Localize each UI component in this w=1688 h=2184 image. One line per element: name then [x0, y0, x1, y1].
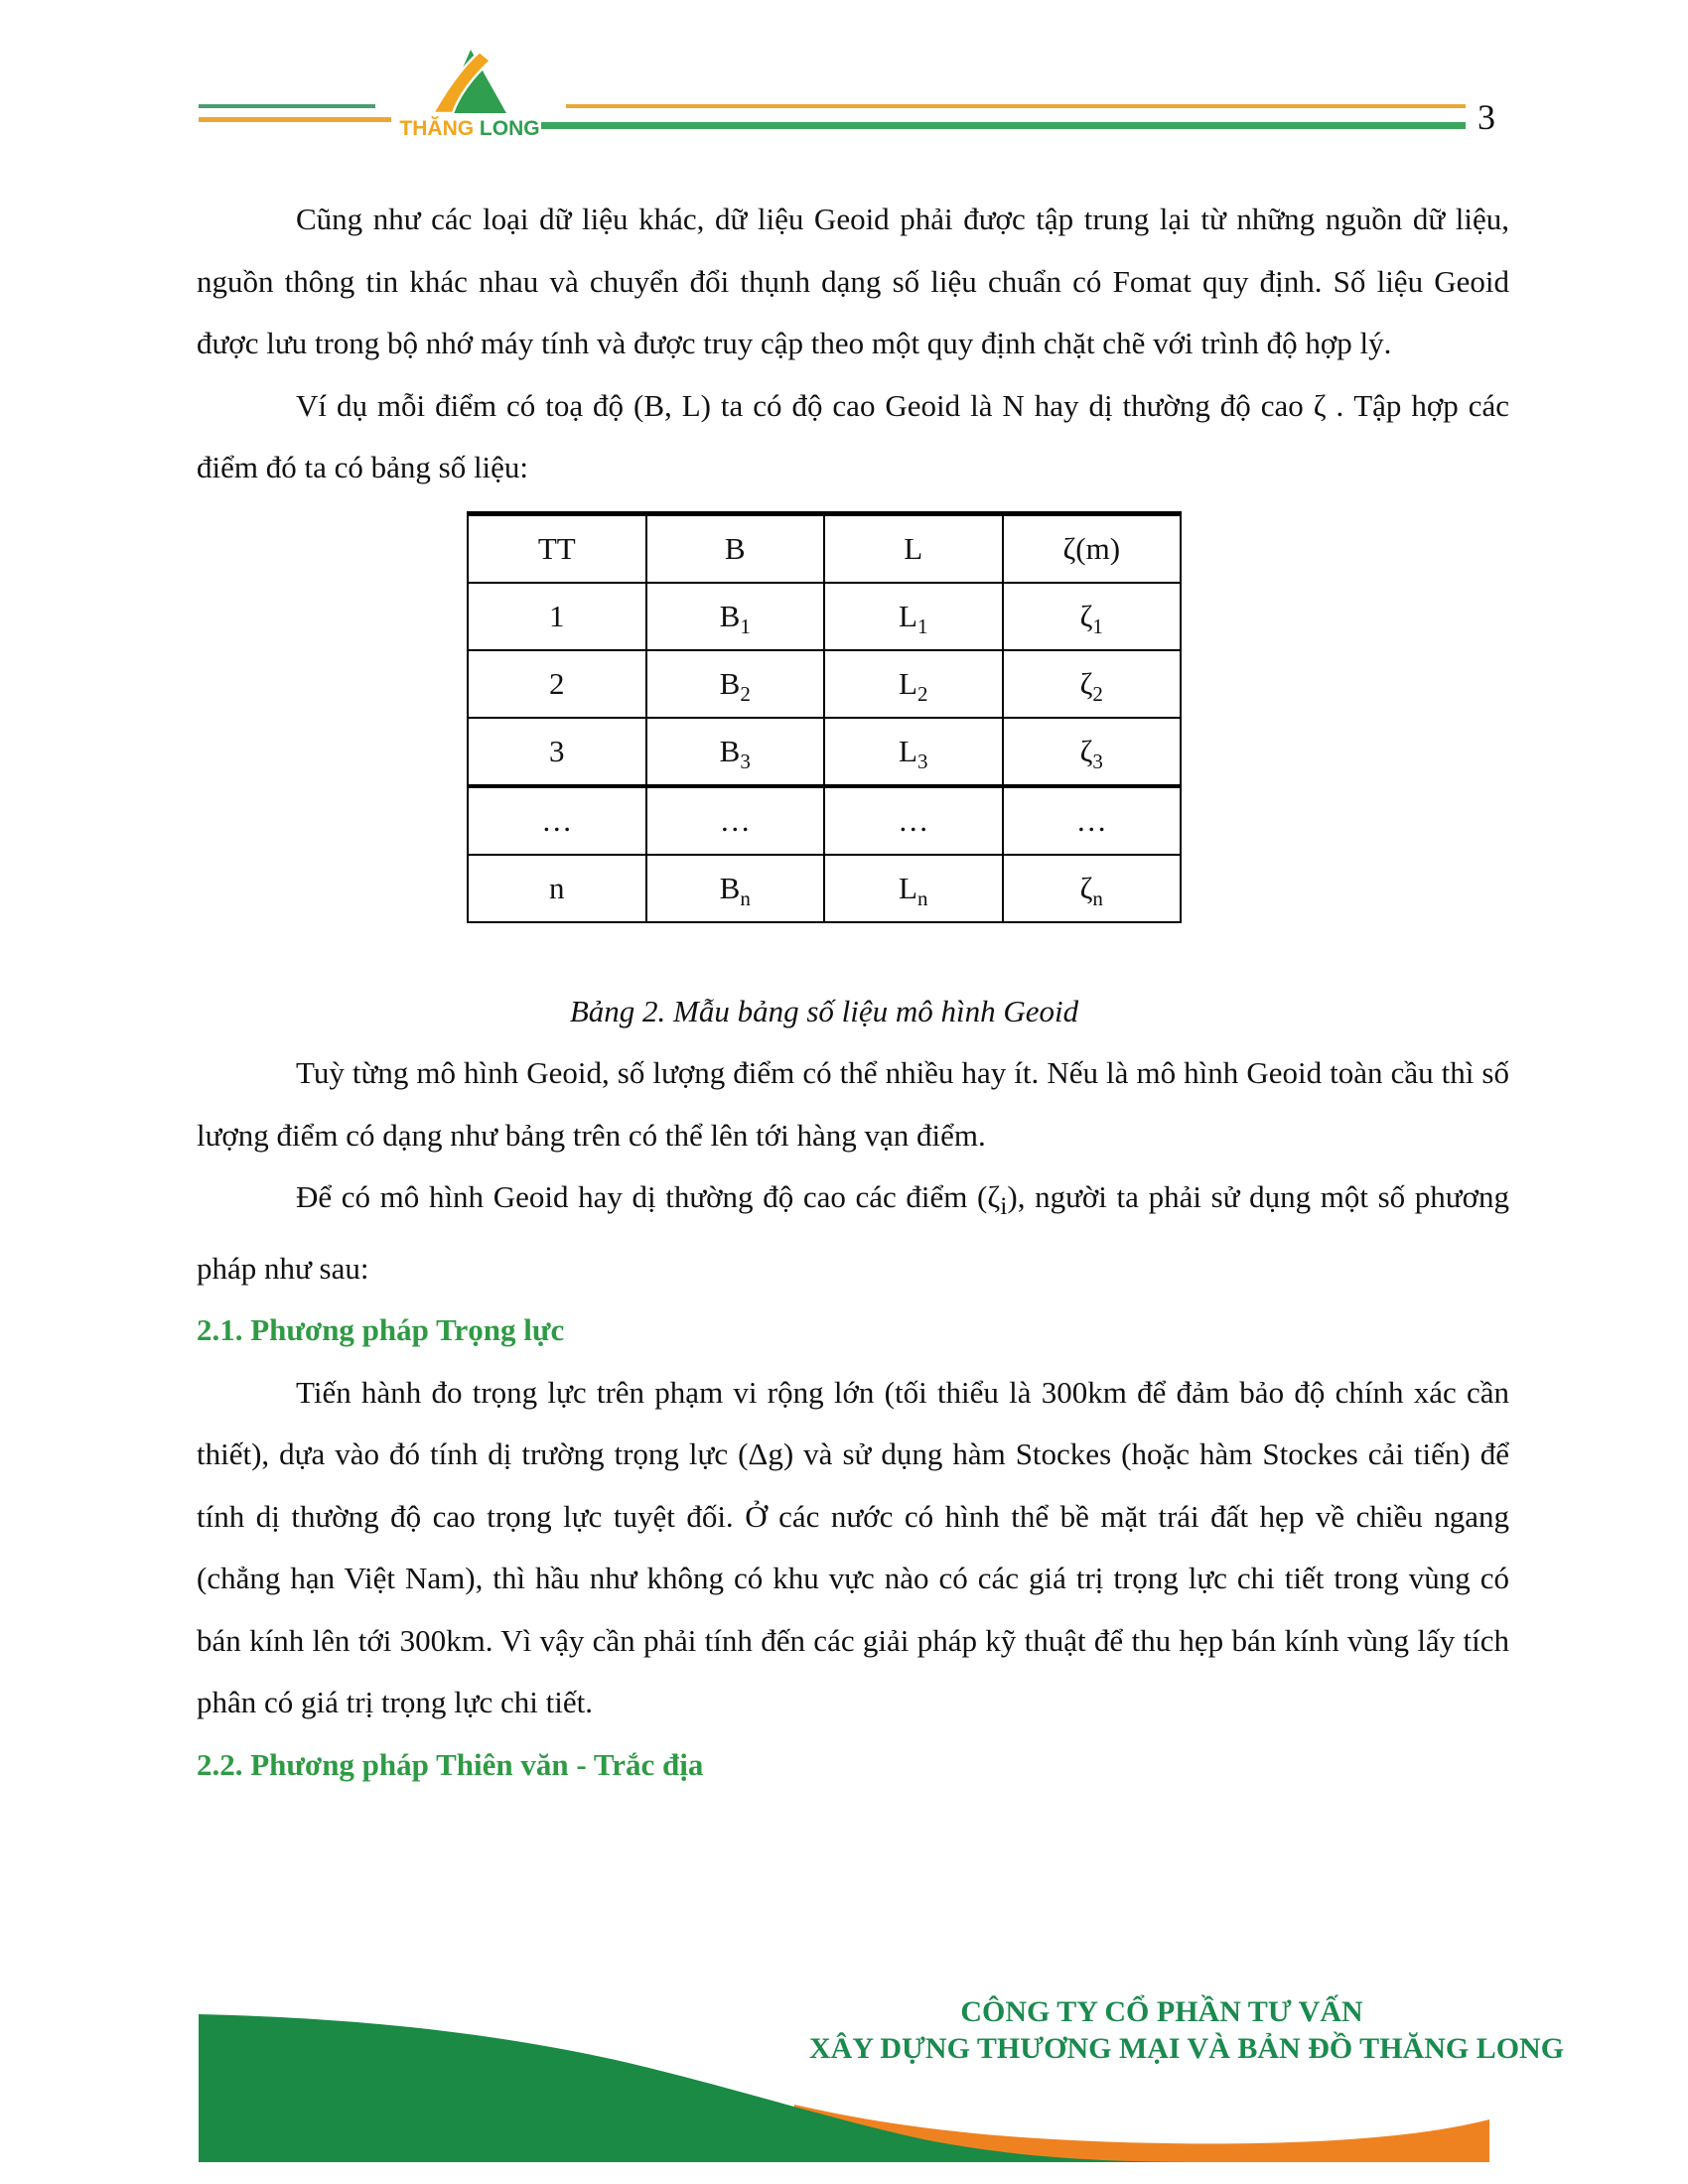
table-caption: Bảng 2. Mẫu bảng số liệu mô hình Geoid	[569, 993, 1079, 1028]
table-header-cell: TT	[468, 513, 646, 583]
page-number: 3	[1477, 97, 1495, 137]
methods-intro-pre: Để có mô hình Geoid hay dị thường độ cao các điểm (ζ	[296, 1179, 1001, 1214]
table-row	[468, 786, 1181, 855]
table-cell: …	[1003, 786, 1182, 855]
paragraph-example-point: Ví dụ mỗi điểm có toạ độ (B, L) ta có độ cao Geoid là N hay dị thường độ cao ζ . Tập hợp các điểm đó ta có bảng số liệu:	[197, 387, 1509, 484]
header-rule-gold-left	[199, 117, 391, 122]
table-row	[468, 650, 1181, 718]
thang-long-logo	[395, 46, 544, 145]
section-heading-2-1: 2.1. Phương pháp Trọng lực	[197, 1312, 565, 1348]
geoid-table-body	[468, 583, 1181, 922]
table-header-cell: ζ(m)	[1003, 513, 1182, 583]
table-cell: …	[468, 786, 646, 855]
table-cell: n	[468, 855, 646, 922]
paragraph-methods-intro	[197, 1166, 1509, 1299]
table-cell: …	[824, 786, 1003, 855]
footer-wave-graphic	[199, 2010, 1489, 2162]
paragraph-geoid-data: Cũng như các loại dữ liệu khác, dữ liệu Geoid phải được tập trung lại từ những nguồn dữ liệu, nguồn thông tin khác nhau và chuyển đổi thụnh dạng số liệu chuẩn có Fomat quy định. Số liệu Geoid được lưu trong bộ nhớ máy tính và được truy cập theo một quy định chặt chẽ với trình độ hợp lý.	[197, 202, 1509, 360]
geoid-sample-table	[467, 511, 1182, 923]
table-cell: $\zeta_3$	[1003, 718, 1182, 786]
footer-company-line2: XÂY DỰNG THƯƠNG MẠI VÀ BẢN ĐỒ THĂNG LONG	[809, 2032, 1565, 2065]
zeta-subscript: i	[1000, 1191, 1008, 1221]
table-cell: $L_2$	[824, 650, 1003, 718]
footer-company-line1: CÔNG TY CỔ PHẦN TƯ VẤN	[960, 1995, 1363, 2028]
header-rule-gold-right	[566, 104, 1466, 108]
header-rule-green-left	[199, 104, 375, 108]
table-cell: $L_3$	[824, 718, 1003, 786]
logo-wordmark	[395, 117, 544, 141]
table-row	[468, 583, 1181, 650]
paragraph-model-size: Tuỳ từng mô hình Geoid, số lượng điểm có thể nhiều hay ít. Nếu là mô hình Geoid toàn cầu thì số lượng điểm có dạng như bảng trên có thể lên tới hàng vạn điểm.	[197, 1055, 1509, 1153]
table-cell: 2	[468, 650, 646, 718]
table-cell: $B_3$	[646, 718, 825, 786]
section-heading-2-2: 2.2. Phương pháp Thiên văn - Trắc địa	[197, 1746, 704, 1782]
table-row	[468, 718, 1181, 786]
table-header-row	[468, 513, 1181, 583]
table-header-cell: L	[824, 513, 1003, 583]
table-cell: $L_n$	[824, 855, 1003, 922]
geoid-table-wrapper	[467, 511, 1182, 923]
table-cell: …	[646, 786, 825, 855]
table-cell: $L_1$	[824, 583, 1003, 650]
table-cell: $B_n$	[646, 855, 825, 922]
table-row	[468, 855, 1181, 922]
methods-intro-post: ), người ta phải sử dụng một số phương pháp như sau:	[197, 1179, 1509, 1286]
table-cell: 3	[468, 718, 646, 786]
paragraph-gravity-method: Tiến hành đo trọng lực trên phạm vi rộng lớn (tối thiểu là 300km để đảm bảo độ chính xác cần thiết), dựa vào đó tính dị trường trọng lực (Δg) và sử dụng hàm Stockes (hoặc hàm Stockes cải tiến) để tính dị thường độ cao trọng lực tuyệt đối. Ở các nước có hình thể bề mặt trái đất hẹp về chiều ngang (chẳng hạn Việt Nam), thì hầu như không có khu vực nào có các giá trị trọng lực chi tiết trong vùng có bán kính lên tới 300km. Vì vậy cần phải tính đến các giải pháp kỹ thuật để thu hẹp bán kính vùng lấy tích phân có giá trị trọng lực chi tiết.	[197, 1374, 1509, 1720]
document-body	[197, 189, 1509, 1796]
table-cell: $\zeta_2$	[1003, 650, 1182, 718]
table-header-cell: B	[646, 513, 825, 583]
table-cell: $B_1$	[646, 583, 825, 650]
table-cell: $\zeta_n$	[1003, 855, 1182, 922]
table-cell: $\zeta_1$	[1003, 583, 1182, 650]
mountain-logo-icon	[431, 50, 506, 115]
header-rule-green-right	[541, 122, 1466, 129]
logo-word-long: LONG	[479, 117, 540, 140]
table-cell: 1	[468, 583, 646, 650]
logo-word-thang: THĂNG	[399, 117, 475, 140]
table-cell: $B_2$	[646, 650, 825, 718]
